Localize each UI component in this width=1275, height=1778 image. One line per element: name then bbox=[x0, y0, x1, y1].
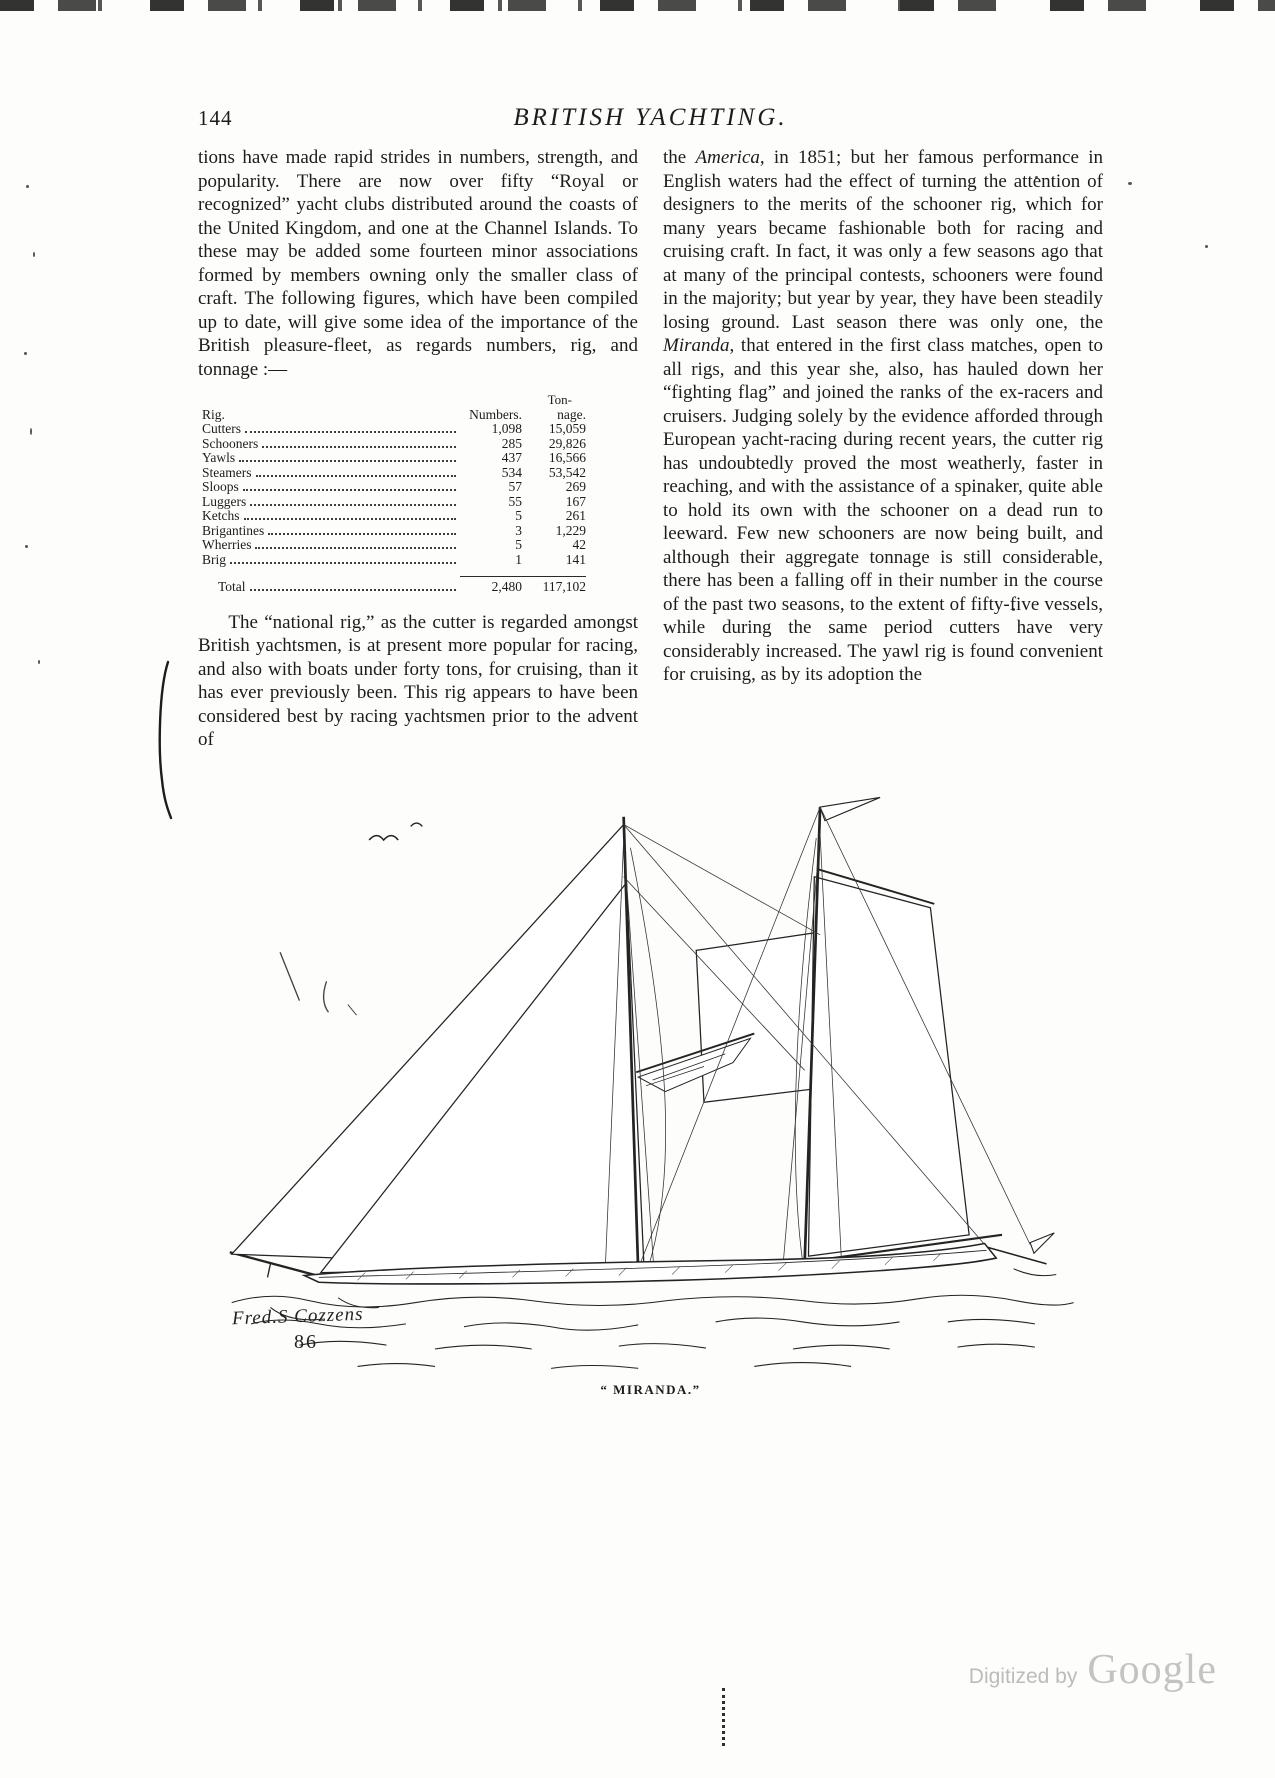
tonnage-cell: 16,566 bbox=[548, 450, 586, 465]
rig-cell: Schooners bbox=[202, 435, 259, 451]
rig-cell: Steamers bbox=[202, 464, 252, 480]
scan-dotted-artifact bbox=[722, 1688, 725, 1746]
table-row bbox=[202, 538, 586, 553]
digitized-watermark bbox=[969, 1646, 1217, 1694]
rig-cell: Cutters bbox=[202, 421, 241, 436]
artist-signature-year: 86 bbox=[294, 1330, 318, 1353]
page-number: 144 bbox=[198, 106, 233, 130]
rig-cell: Sloops bbox=[202, 479, 239, 494]
tonnage-cell: 141 bbox=[565, 551, 586, 567]
rig-column-header: Rig. bbox=[202, 406, 225, 422]
digitized-by-label: Digitized by bbox=[968, 1665, 1078, 1688]
tonnage-header-line2: nage. bbox=[557, 406, 586, 422]
scan-edge-artifact bbox=[0, 0, 1275, 11]
rig-cell: Yawls bbox=[202, 450, 236, 465]
rig-table bbox=[202, 393, 586, 595]
rig-cell: Luggers bbox=[202, 493, 247, 509]
table-row bbox=[202, 509, 586, 524]
tonnage-cell: 42 bbox=[572, 537, 586, 552]
miranda-italic: Miranda bbox=[663, 335, 730, 356]
rig-cell: Wherries bbox=[202, 537, 252, 552]
tonnage-cell: 15,059 bbox=[548, 421, 586, 436]
left-paragraph-2: The “national rig,” as the cutter is regarded amongst British yachtsmen, is at present more popular for racing, and also with boats under forty tons, for cruising, than it has ever previously been. This rig appears to have been considered best by racing yachtsmen prior to the advent of bbox=[198, 611, 638, 750]
page-title: BRITISH YACHTING. bbox=[513, 104, 788, 131]
numbers-cell: 534 bbox=[501, 464, 522, 480]
right-paragraph bbox=[663, 146, 1103, 687]
numbers-cell: 5 bbox=[515, 537, 522, 552]
numbers-cell: 1 bbox=[515, 551, 522, 567]
rig-cell: Ketchs bbox=[202, 508, 240, 523]
table-row bbox=[202, 422, 586, 437]
artist-signature: Fred.S Cozzens bbox=[231, 1303, 364, 1329]
miranda-schooner-illustration bbox=[198, 780, 1088, 1380]
right-text-seg: , that entered in the first class matches, open to all rigs, and this year she, also, has hauled down her “fighting flag” and joined the ranks of the ex-racers and cruisers. Judging solely by the evidence afforded through European yacht-racing during recent years, the cutter rig has undoubtedly proved the most weatherly, faster in reaching, and with the assistance of a spinaker, quite able to hold its own with the schooner on a dead run to leeward. Few new schooners are now being built, and although their aggregate tonnage is still considerable, there has been a falling off in their number in the course of the past two seasons, to the extent of fifty-five vessels, while during the same period cutters have very considerably increased. The yawl rig is found convenient for cruising, as by its adoption the bbox=[663, 335, 1103, 685]
handwritten-margin-mark bbox=[156, 660, 174, 825]
numbers-cell: 57 bbox=[508, 479, 522, 494]
table-header-row bbox=[202, 408, 586, 423]
page bbox=[198, 104, 1103, 1398]
table-row bbox=[202, 495, 586, 510]
tonnage-header-line1: Ton- bbox=[547, 392, 572, 407]
tonnage-cell: 269 bbox=[565, 479, 586, 494]
page-header bbox=[198, 104, 1103, 132]
numbers-cell: 437 bbox=[501, 450, 522, 465]
rig-cell: Brigantines bbox=[202, 522, 265, 538]
tonnage-cell: 29,826 bbox=[548, 435, 586, 451]
numbers-cell: 5 bbox=[515, 508, 522, 523]
numbers-column-header: Numbers. bbox=[469, 406, 522, 422]
total-numbers: 2,480 bbox=[460, 576, 522, 595]
text-columns bbox=[198, 146, 1103, 752]
tonnage-cell: 167 bbox=[565, 493, 586, 509]
left-column bbox=[198, 146, 638, 752]
google-logo: Google bbox=[1087, 1647, 1217, 1693]
right-column bbox=[663, 146, 1103, 752]
numbers-cell: 1,098 bbox=[491, 421, 522, 436]
numbers-cell: 3 bbox=[515, 522, 522, 538]
schooner-drawing bbox=[198, 780, 1088, 1380]
table-row bbox=[202, 466, 586, 481]
right-text-seg: the bbox=[663, 147, 696, 168]
right-text-seg: , in 1851; but her famous performance in English waters had the effect of turning the attention of designers to the merits of the schooner rig, which for many years became fashionable both for racing and cruising craft. In fact, it was only a few seasons ago that at many of the principal contests, schooners were found in the majority; but year by year, they have been steadily losing ground. Last season there was only one, the bbox=[663, 147, 1103, 333]
numbers-cell: 55 bbox=[508, 493, 522, 509]
total-label: Total bbox=[218, 579, 246, 594]
tonnage-cell: 261 bbox=[565, 508, 586, 523]
rig-cell: Brig bbox=[202, 551, 227, 567]
tonnage-cell: 1,229 bbox=[555, 522, 586, 538]
table-row bbox=[202, 524, 586, 539]
america-italic: America bbox=[695, 147, 760, 168]
table-row bbox=[202, 480, 586, 495]
table-row bbox=[202, 437, 586, 452]
tonnage-cell: 53,542 bbox=[548, 464, 586, 480]
numbers-cell: 285 bbox=[501, 435, 522, 451]
table-row bbox=[202, 553, 586, 568]
illustration-caption: “ MIRANDA.” bbox=[600, 1381, 701, 1397]
table-total-row bbox=[202, 576, 586, 595]
table-row bbox=[202, 451, 586, 466]
left-paragraph-1: tions have made rapid strides in numbers, strength, and popularity. There are now over fifty “Royal or recognized” yacht clubs distributed around the coasts of the United Kingdom, and one at the Channel Islands. To these may be added some fourteen minor associations formed by members owning only the smaller class of craft. The following figures, which have been compiled up to date, will give some idea of the importance of the British pleasure-fleet, as regards numbers, rig, and tonnage :— bbox=[198, 147, 638, 380]
total-tonnage: 117,102 bbox=[522, 576, 586, 595]
